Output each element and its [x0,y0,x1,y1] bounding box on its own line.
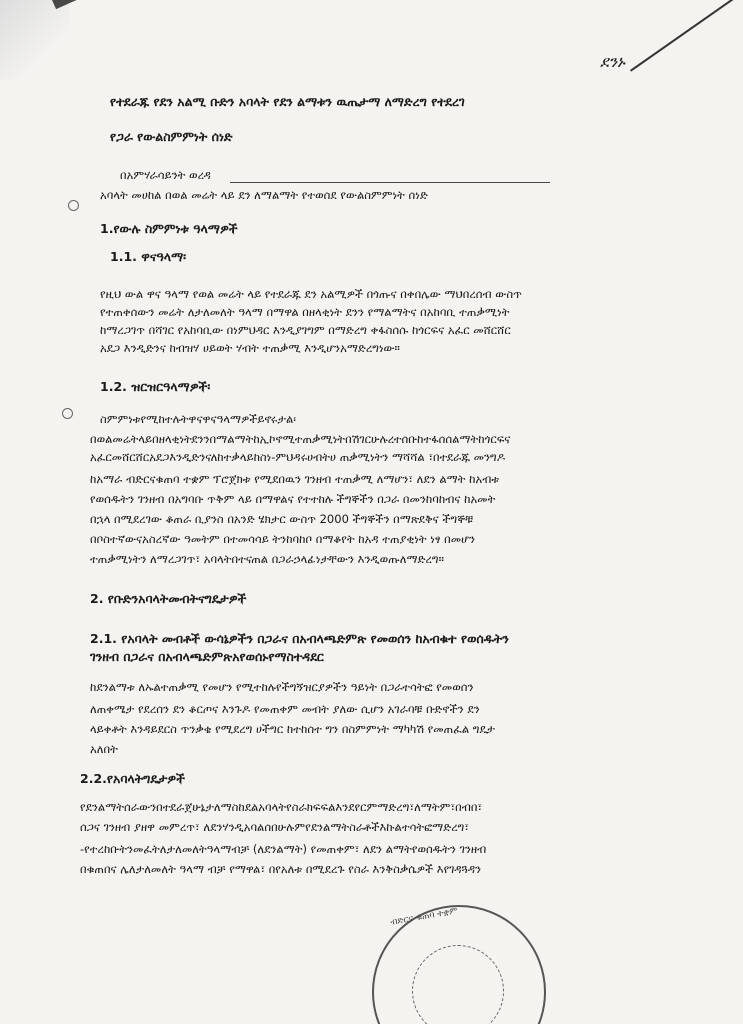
body-line: የተጠቀሰውን መሬት ለታለመለት ዓላማ በማዋል በዘላቂነት ደንን የማልማትና በአከባቢ ተጠቃሚነት [100,305,510,319]
body-line: የደንልማትሰራውንበተደራጀሁኔታለማስከደልአባላትየስራክፍፍልእንደየርምማድረግ፣ለማትም፣በብበ፣ [80,800,483,814]
body-line: ተጠቃሚነትን ለማረጋገጥ፣ አባላትበተናጠል በጋራኃላፊነታቸውን እንዲወጡለማድረግ። [90,552,444,566]
body-line: ከማረጋገጥ በሻገር የአከባቢው በነምህዳር እንዲያገግም በማድረግ ቀፋስሰሱ ከጎርፍና አፈር መሸርሸር [100,323,511,337]
section-heading-1: 1.የውሉ ስምምነቱ ዓላማዎች [100,221,238,236]
binder-hole [62,408,73,419]
binder-hole [68,200,79,211]
body-line: ከአማራ ብድርናቁጠባ ተቋም ፕሮጀክቱ የሚደበዉን ገንዘብ ተጠቃሚ ለማሆን፣ ለደን ልማት ከአብቱ [90,472,500,486]
body-line: አፈርመሸርሸርአደጋእንዲድንናለከተቃላይከስነ-ምህዳሩሀብትሀ ጠቃሚነትን ማሻሻል ፣በተደራጁ መንግዶ [90,450,506,464]
body-line: አደጋ እንዲድንና ከብዝሃ ሀይወት ሃብት ተጠቃሚ እንዲሆንአማድረግነው። [100,341,400,355]
body-line: በወልመሬትላይበዘላቂነትደንንበማልማትከኢኮኖሚተጠቃሚነትበሽገርሁሉረተሰቡከተፋሰሰልማትከጎርፍና [90,432,511,446]
scan-edge [52,0,184,9]
subsection-heading-2-2: 2.2.የአባላትግዴታዎች [80,771,185,786]
intro-line1: በአምሃራሳይንት ወረዳ [120,168,211,182]
doc-title-line2: የጋራ የውልስምምነት ሰነድ [110,129,233,144]
body-line: ለጠቀሜታ የደረሰን ደን ቆርጦና እንጉዶ የመጠቀም መብት ያለው ሲሆን አገራባቹ ቡድኖችን ደን [90,702,480,716]
doc-title-line1: የተደራጁ የደን አልሚ ቡድን አባላት የደን ልማቱን ዉጤታማ ለማድረግ የተደረገ [110,94,465,109]
body-line: -የተረከቡትንመፈትለታለመለትዓላማብቻ (ለደንልማት) የመጠቀም፣ ለደን ልማትየወሰዱትን ገንዘብ [80,842,487,856]
body-line: የወሰዱትን ገንዘብ በአግባቡ ጥቅም ላይ በማዋልና የተተከሉ ችግኞችን በጋራ በመንከባከብና ከአመት [90,492,496,506]
subsection-heading-1-1: 1.1. ዋናዓላማ፡ [110,249,187,264]
scan-shadow [0,0,70,80]
body-line: የዚህ ውል ዋና ዓላማ የወል መሬት ላይ የተደራጁ ደን አልሚዎች በጎጡና በቀበሌው ማህበረሰብ ውስጥ [100,287,522,301]
body-line: በቦስተኛውናአስረኛው ዓመትም በተመሳሳይ ትንከባከቦ በማቆየት ከአዳ ተጠያቂነት ነፃ በመሆን [90,532,475,546]
handwritten-mark: ደንኑ [600,52,625,71]
body-line: አለበት [90,742,118,756]
body-line: በኋላ በሚደረገው ቆጠራ ቢያንስ በአንድ ሄክታር ውስጥ 2000 ችግኞችን በማጽደቅና ችግኞቹ [90,512,474,526]
subsection-heading-2-1-cont: ገንዘብ በጋራና በአብላጫድምጽአየወሰኑየማስተዳደር [90,649,324,664]
intro-line2: አባላት መሀከል በወል መሬት ላይ ደን ለማልማት የተወሰደ የውልስምምነት ሰነድ [100,188,428,202]
body-line: ላይቀቶት እንዳይደርስ ጥንቃቄ የሚደረግ ሀችግር ከተከሰተ ግን በስምምነት ማካካሽ የመጠፈል ግዴታ [90,722,495,736]
pen-stroke [630,0,738,72]
subsection-heading-2-1: 2.1. የአባላት መብቶች ውሳኔዎችን በጋራና በአብላጫድምጽ የመወሰን ከአብቁተ የወሰዱትን [90,631,509,646]
body-line: ሰጋና ገንዘብ ያዘዋ መምረጥ፣ ለደንሃንዲአባልሰበሁሉምየደንልማትስራቶችእኩልተሳትፎማድረግ፣ [80,820,470,834]
section-heading-2: 2. የቡድንአባላትመብትናግዴታዎች [90,591,247,606]
body-line: ከደንልማቱ ለኡልተጠቃሚ የመሆን የሚተከሉየችግኝዝርያዎችን ዓይነት በጋራተሳትፎ የመወሰን [90,680,474,694]
stamp-text: ብድርና ቁጠባ ተቋም [389,906,459,928]
subsection-heading-1-2: 1.2. ዝርዝርዓላማዎች፡ [100,379,211,394]
body-line: በቁጠበና ሌለታለመለት ዓላማ ብቻ የማዋል፣ በየአለቱ በሚደረጉ የስራ እንቅስቃሴዎች እየገዳጓዳን [80,862,482,876]
fill-in-line [230,182,550,183]
body-line: ስምምነቱየሚከተሉትዋናዋናዓላማዎችይኖሩታል፡ [100,412,296,426]
